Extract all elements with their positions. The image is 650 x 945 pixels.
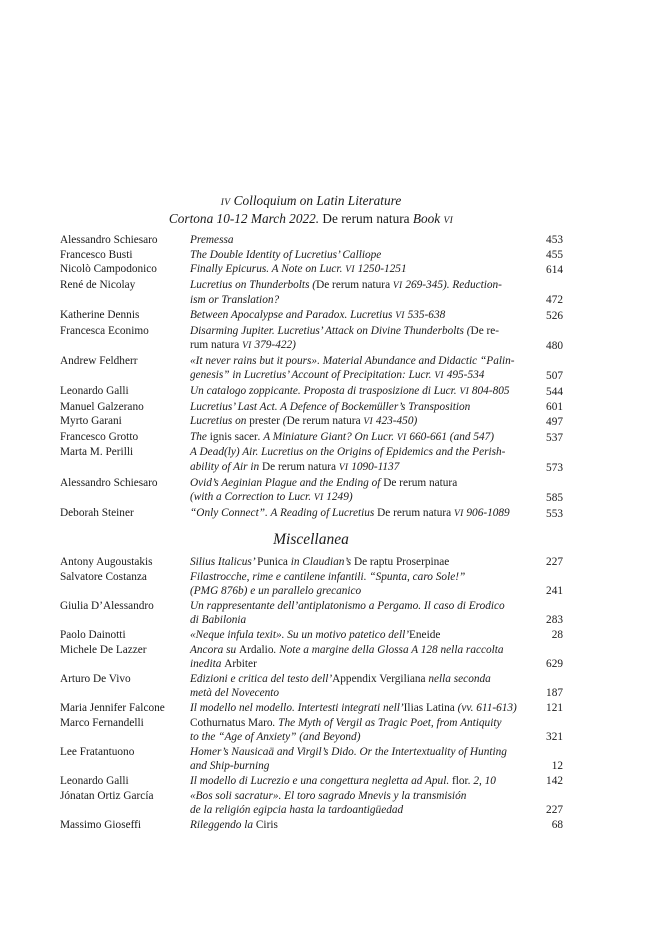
title-segment: The bbox=[190, 430, 210, 443]
title-segment: rum natura bbox=[190, 339, 240, 352]
title-segment: De rerum natura bbox=[377, 506, 452, 519]
entry-title-line bbox=[190, 445, 529, 460]
page-number-value: 544 bbox=[546, 385, 563, 398]
toc-entry bbox=[60, 354, 563, 384]
page-number-value: 526 bbox=[546, 309, 563, 322]
entry-author: Salvatore Costanza bbox=[60, 570, 147, 583]
title-segment: Ilias Latina bbox=[403, 701, 455, 714]
page-number-value: 453 bbox=[546, 234, 563, 246]
entry-page-number bbox=[535, 430, 563, 446]
toc-entry bbox=[60, 445, 563, 475]
title-segment: “Only Connect”. A Reading of Lucretius bbox=[190, 506, 378, 519]
entry-title bbox=[190, 262, 535, 278]
page-number-value: 28 bbox=[551, 628, 563, 641]
entry-title-line bbox=[190, 818, 529, 833]
entry-title bbox=[190, 414, 535, 430]
title-segment: 495-534 bbox=[443, 369, 485, 382]
entry-title-line bbox=[190, 308, 529, 324]
toc-entry bbox=[60, 628, 563, 643]
entry-title bbox=[190, 278, 535, 308]
title-segment: Rileggendo la bbox=[190, 818, 256, 831]
entry-page-number bbox=[535, 745, 563, 774]
title-segment: 660-661 (and 547) bbox=[406, 430, 495, 443]
title-segment: De rerum natura bbox=[286, 415, 361, 428]
entry-title-line bbox=[190, 384, 529, 400]
entry-title bbox=[190, 354, 535, 384]
title-segment: genesis” in Lucretius’ Account of Precipitation: Lucr. bbox=[190, 369, 435, 382]
entry-title bbox=[190, 701, 535, 716]
toc-entry bbox=[60, 233, 563, 248]
entry-author: Lee Fratantuono bbox=[60, 745, 135, 758]
entry-title bbox=[190, 628, 535, 643]
entry-title bbox=[190, 308, 535, 324]
entry-title-line bbox=[190, 803, 529, 818]
title-segment: 1090-1137 bbox=[348, 460, 400, 473]
title-segment: VI bbox=[459, 386, 470, 397]
toc-entry bbox=[60, 745, 563, 774]
entry-author: Marta M. Perilli bbox=[60, 446, 134, 459]
entry-title-line bbox=[190, 613, 529, 628]
title-segment: 2, 10 bbox=[470, 774, 496, 787]
toc-entry bbox=[60, 599, 563, 628]
title-segment: VI bbox=[454, 508, 464, 519]
title-segment: De rerum natura bbox=[383, 476, 458, 489]
entry-title bbox=[190, 248, 535, 263]
page-number-value: 585 bbox=[546, 492, 563, 505]
title-segment: de la religión egipcia hasta la tardoantigüedad bbox=[190, 804, 404, 817]
page-number-value: 227 bbox=[546, 556, 563, 568]
title-segment: Un rappresentante dell’antiplatonismo a Pergamo. Il caso di Erodico bbox=[190, 599, 505, 612]
entry-author: Alessandro Schiesaro bbox=[60, 476, 158, 489]
entry-page-number bbox=[535, 308, 563, 324]
entry-page-number bbox=[535, 701, 563, 716]
title-segment: ( bbox=[279, 415, 287, 428]
entry-author: Marco Fernandelli bbox=[60, 716, 144, 729]
title-segment: VI bbox=[392, 280, 403, 291]
header-line-1: IV Colloquium on Latin Literature bbox=[220, 193, 402, 208]
entry-title-line bbox=[190, 730, 529, 745]
title-segment: De raptu Proserpinae bbox=[353, 556, 450, 568]
title-segment: 1250-1251 bbox=[354, 263, 407, 276]
entry-title bbox=[190, 570, 535, 599]
page-number-value: 121 bbox=[546, 701, 563, 714]
title-segment: Punica bbox=[257, 556, 288, 568]
entry-title bbox=[190, 555, 535, 570]
toc-entry bbox=[60, 308, 563, 324]
entry-title-line bbox=[190, 584, 529, 599]
entry-author: Giulia D’Alessandro bbox=[60, 599, 154, 612]
page-number-value: 142 bbox=[546, 774, 563, 787]
entry-title-line bbox=[190, 400, 529, 415]
entry-title bbox=[190, 384, 535, 400]
entry-author: Francesco Busti bbox=[60, 248, 133, 261]
title-segment: flor. bbox=[452, 774, 471, 787]
page-number-value: 12 bbox=[551, 760, 563, 773]
title-segment: Finally Epicurus. A Note on Lucr. bbox=[190, 263, 346, 276]
page-number-value: 601 bbox=[546, 400, 563, 413]
entry-title-line bbox=[190, 490, 529, 506]
toc-entry bbox=[60, 701, 563, 716]
title-segment: VI bbox=[396, 432, 407, 443]
entry-title-line bbox=[190, 460, 529, 476]
entry-page-number bbox=[535, 818, 563, 833]
entry-title-line bbox=[190, 570, 529, 585]
entry-title-line bbox=[190, 414, 529, 430]
entry-title bbox=[190, 506, 535, 522]
page-number-value: 227 bbox=[546, 804, 563, 817]
title-segment: A Dead(ly) Air. Lucretius on the Origins of Epidemics and the Perish- bbox=[190, 446, 506, 459]
title-segment: prester bbox=[249, 415, 280, 428]
entry-page-number bbox=[535, 716, 563, 745]
title-segment: Homer’s Nausicaä and Virgil’s Dido. Or the Intertextuality of Hunting bbox=[190, 745, 507, 758]
toc-entry bbox=[60, 789, 563, 818]
entry-page-number bbox=[535, 476, 563, 506]
entry-title-line bbox=[190, 686, 529, 701]
entry-title bbox=[190, 400, 535, 415]
toc-entry bbox=[60, 324, 563, 354]
entry-author: Maria Jennifer Falcone bbox=[60, 701, 165, 714]
entry-author: Myrto Garani bbox=[60, 415, 122, 428]
toc-entry bbox=[60, 430, 563, 446]
title-segment: Il modello nel modello. Intertesti integrati nell’ bbox=[190, 701, 404, 714]
page-number-value: 321 bbox=[546, 731, 563, 744]
title-segment: Arbiter bbox=[224, 658, 257, 671]
entry-title-line bbox=[190, 701, 529, 716]
entry-title-line bbox=[190, 774, 529, 789]
page-number-value: 614 bbox=[546, 264, 563, 277]
entry-title bbox=[190, 774, 535, 789]
title-segment: VI bbox=[395, 310, 405, 321]
entry-page-number bbox=[535, 774, 563, 789]
entry-author: Nicolò Campodonico bbox=[60, 263, 157, 276]
title-segment: to the “Age of Anxiety” (and Beyond) bbox=[190, 731, 361, 744]
colloquium-header bbox=[60, 193, 562, 229]
title-segment: ability of Air in bbox=[190, 460, 262, 473]
entry-title-line bbox=[190, 716, 529, 731]
title-segment: 269-345). Reduction- bbox=[402, 278, 502, 291]
title-segment: The Double Identity of Lucretius’ Calliope bbox=[190, 248, 382, 261]
miscellanea-contents bbox=[60, 555, 563, 832]
title-segment: Silius Italicus’ bbox=[190, 556, 258, 568]
entry-title bbox=[190, 818, 535, 833]
toc-entry bbox=[60, 400, 563, 415]
title-segment: VI bbox=[345, 265, 355, 276]
entry-page-number bbox=[535, 233, 563, 248]
title-segment: De rerum natura bbox=[316, 278, 391, 291]
title-segment: Filastrocche, rime e cantilene infantili. “Spunta, caro Sole!” bbox=[190, 570, 466, 583]
toc-entry bbox=[60, 716, 563, 745]
toc-entry bbox=[60, 262, 563, 278]
entry-title bbox=[190, 430, 535, 446]
title-segment: Between Apocalypse and Paradox. Lucretius bbox=[190, 308, 396, 321]
entry-title-line bbox=[190, 672, 529, 687]
page-number-value: 472 bbox=[546, 294, 563, 307]
page-number-value: 537 bbox=[546, 431, 563, 444]
entry-page-number bbox=[535, 324, 563, 354]
title-segment: Lucretius on bbox=[190, 415, 250, 428]
entry-title bbox=[190, 789, 535, 818]
title-segment: VI bbox=[242, 341, 252, 352]
entry-page-number bbox=[535, 555, 563, 570]
title-segment: . A Miniature Giant? On Lucr. bbox=[257, 430, 397, 443]
entry-author: Alessandro Schiesaro bbox=[60, 234, 158, 246]
entry-author: Paolo Dainotti bbox=[60, 628, 126, 641]
colloquium-contents bbox=[60, 233, 563, 521]
entry-page-number bbox=[535, 628, 563, 643]
entry-page-number bbox=[535, 643, 563, 672]
title-segment: (vv. 611-613) bbox=[454, 701, 517, 714]
entry-title-line bbox=[190, 789, 529, 804]
entry-page-number bbox=[535, 278, 563, 308]
page-number-value: 455 bbox=[546, 248, 563, 261]
entry-title-line bbox=[190, 248, 529, 263]
entry-author: René de Nicolay bbox=[60, 278, 136, 291]
entry-title-line bbox=[190, 506, 529, 522]
toc-entry bbox=[60, 570, 563, 599]
entry-title bbox=[190, 233, 535, 248]
entry-author: Manuel Galzerano bbox=[60, 400, 144, 413]
title-segment: inedita bbox=[190, 658, 225, 671]
title-segment: Cothurnatus Maro bbox=[190, 716, 273, 729]
entry-page-number bbox=[535, 506, 563, 522]
section-title: Miscellanea bbox=[273, 531, 349, 548]
title-segment: VI bbox=[434, 371, 444, 382]
page-number-value: 573 bbox=[546, 461, 563, 474]
toc-entry bbox=[60, 384, 563, 400]
page-number-value: 629 bbox=[546, 658, 563, 671]
entry-title bbox=[190, 599, 535, 628]
title-segment: De re- bbox=[470, 324, 500, 337]
page-number-value: 241 bbox=[546, 585, 563, 598]
entry-page-number bbox=[535, 445, 563, 475]
title-segment: «Bos soli sacratur». El toro sagrado Mnevis y la transmisión bbox=[190, 789, 467, 802]
title-segment: ignis sacer bbox=[209, 430, 258, 443]
toc-entry bbox=[60, 672, 563, 701]
title-segment: 906-1089 bbox=[463, 506, 510, 519]
title-segment: Lucretius’ Last Act. A Defence of Bockemüller’s Transposition bbox=[190, 400, 471, 413]
toc-entry bbox=[60, 506, 563, 522]
title-segment: Disarming Jupiter. Lucretius’ Attack on Divine Thunderbolts ( bbox=[190, 324, 471, 337]
title-segment: 535-638 bbox=[404, 308, 446, 321]
entry-page-number bbox=[535, 599, 563, 628]
entry-title-line bbox=[190, 643, 529, 658]
title-segment: Un catalogo zoppicante. Proposta di trasposizione di Lucr. bbox=[190, 384, 460, 397]
entry-title-line bbox=[190, 628, 529, 643]
title-segment: De rerum natura bbox=[261, 460, 336, 473]
title-segment: Premessa bbox=[190, 234, 234, 246]
title-segment: nella seconda bbox=[425, 672, 491, 685]
toc-entry bbox=[60, 774, 563, 789]
entry-title bbox=[190, 672, 535, 701]
entry-author: Katherine Dennis bbox=[60, 308, 140, 321]
page-number-value: 497 bbox=[546, 416, 563, 429]
entry-author: Francesca Econimo bbox=[60, 324, 149, 337]
page-number-value: 283 bbox=[546, 614, 563, 627]
title-segment: 804-805 bbox=[469, 384, 510, 397]
entry-title-line bbox=[190, 354, 529, 369]
entry-title-line bbox=[190, 555, 529, 570]
entry-title-line bbox=[190, 599, 529, 614]
entry-author: Michele De Lazzer bbox=[60, 643, 147, 656]
title-segment: Ovid’s Aeginian Plague and the Ending of bbox=[190, 476, 384, 489]
entry-page-number bbox=[535, 262, 563, 278]
entry-page-number bbox=[535, 400, 563, 415]
page-number-value: 187 bbox=[546, 687, 563, 700]
title-segment: VI bbox=[338, 462, 349, 473]
entry-title-line bbox=[190, 430, 529, 446]
title-segment: and Ship-burning bbox=[190, 760, 270, 773]
entry-title-line bbox=[190, 368, 529, 384]
title-segment: (with a Correction to Lucr. bbox=[190, 491, 314, 504]
entry-page-number bbox=[535, 248, 563, 263]
title-segment: 1249) bbox=[323, 491, 353, 504]
page-number-value: 68 bbox=[551, 818, 563, 831]
title-segment: VI bbox=[363, 417, 373, 428]
entry-page-number bbox=[535, 384, 563, 400]
entry-title bbox=[190, 445, 535, 475]
title-segment: 379-422) bbox=[251, 339, 296, 352]
title-segment: . The Myth of Vergil as Tragic Poet, from Antiquity bbox=[272, 716, 502, 729]
toc-entry bbox=[60, 278, 563, 308]
entry-title bbox=[190, 476, 535, 506]
title-segment: . Note a margine della Glossa A 128 nella raccolta bbox=[273, 643, 504, 656]
entry-page-number bbox=[535, 672, 563, 701]
title-segment: Appendix Vergiliana bbox=[332, 672, 426, 685]
toc-entry bbox=[60, 248, 563, 263]
entry-title-line bbox=[190, 233, 529, 248]
toc-entry bbox=[60, 643, 563, 672]
title-segment: Lucretius on Thunderbolts ( bbox=[190, 278, 317, 291]
entry-page-number bbox=[535, 570, 563, 599]
title-segment: VI bbox=[313, 493, 324, 504]
toc-entry bbox=[60, 476, 563, 506]
title-segment: Edizioni e critica del testo dell’ bbox=[190, 672, 333, 685]
entry-title bbox=[190, 643, 535, 672]
title-segment: 423-450) bbox=[373, 415, 418, 428]
title-segment: Eneide bbox=[409, 628, 441, 641]
entry-title-line bbox=[190, 262, 529, 278]
entry-author: Andrew Feldherr bbox=[60, 354, 138, 367]
page-number-value: 480 bbox=[546, 340, 563, 353]
entry-title-line bbox=[190, 745, 529, 760]
entry-title-line bbox=[190, 759, 529, 774]
entry-page-number bbox=[535, 789, 563, 818]
title-segment: Ciris bbox=[255, 818, 278, 831]
entry-title-line bbox=[190, 324, 529, 339]
title-segment: metà del Novecento bbox=[190, 687, 280, 700]
entry-author: Arturo De Vivo bbox=[60, 672, 131, 685]
entry-title bbox=[190, 716, 535, 745]
title-segment: di Babilonia bbox=[190, 614, 247, 627]
title-segment: Ardalio bbox=[238, 643, 274, 656]
entry-author: Leonardo Galli bbox=[60, 774, 129, 787]
entry-author: Massimo Gioseffi bbox=[60, 818, 142, 831]
title-segment: Ancora su bbox=[190, 643, 239, 656]
entry-author: Jónatan Ortiz García bbox=[60, 789, 154, 802]
entry-author: Antony Augoustakis bbox=[60, 556, 153, 568]
entry-title-line bbox=[190, 293, 529, 308]
title-segment: ism or Translation? bbox=[190, 294, 280, 307]
entry-title-line bbox=[190, 278, 529, 294]
toc-entry bbox=[60, 818, 563, 833]
title-segment: Il modello di Lucrezio e una congettura negletta ad Apul. bbox=[190, 774, 452, 787]
entry-title-line bbox=[190, 476, 529, 491]
toc-entry bbox=[60, 414, 563, 430]
entry-author: Francesco Grotto bbox=[60, 430, 139, 443]
entry-author: Deborah Steiner bbox=[60, 506, 134, 519]
page-number-value: 553 bbox=[546, 507, 563, 520]
entry-title-line bbox=[190, 338, 529, 354]
entry-title-line bbox=[190, 657, 529, 672]
toc-entry bbox=[60, 555, 563, 570]
title-segment: in Claudian’s bbox=[287, 556, 354, 568]
title-segment: «It never rains but it pours». Material Abundance and Didactic “Palin- bbox=[190, 354, 515, 367]
entry-page-number bbox=[535, 354, 563, 384]
header-line-2: Cortona 10-12 March 2022. De rerum natura Book VI bbox=[168, 211, 454, 226]
entry-title bbox=[190, 745, 535, 774]
entry-author: Leonardo Galli bbox=[60, 384, 129, 397]
entry-title bbox=[190, 324, 535, 354]
page-number-value: 507 bbox=[546, 370, 563, 383]
entry-page-number bbox=[535, 414, 563, 430]
title-segment: «Neque infula texit». Su un motivo patetico dell’ bbox=[190, 628, 409, 641]
title-segment: (PMG 876b) e un parallelo grecanico bbox=[190, 585, 362, 598]
